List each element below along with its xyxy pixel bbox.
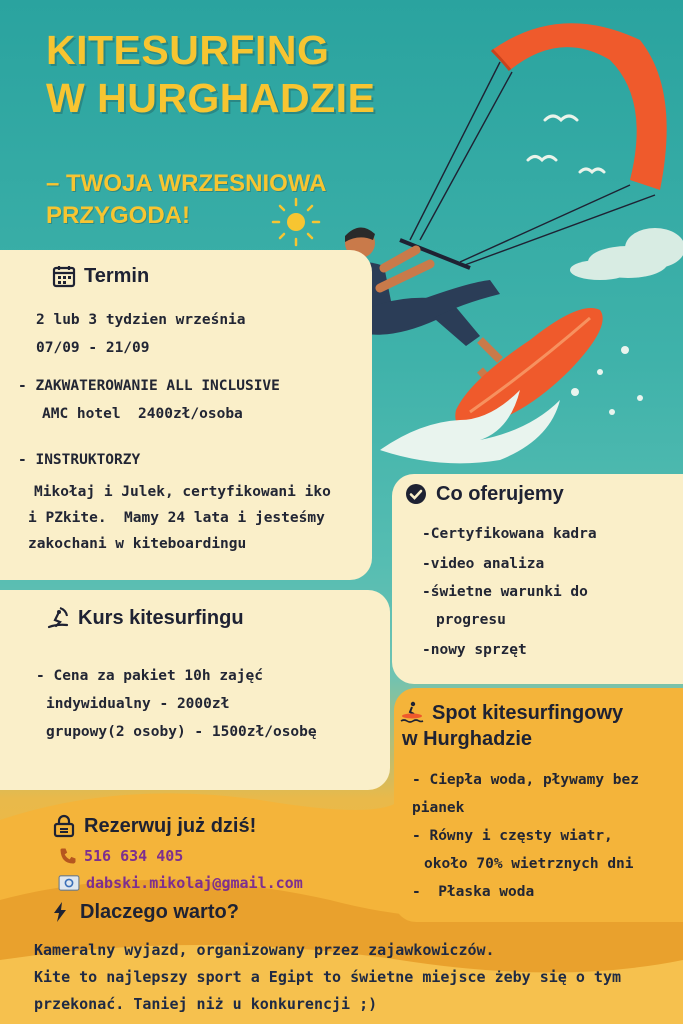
kitesurfer-icon — [46, 606, 70, 630]
offer-item: -nowy sprzęt — [422, 642, 527, 658]
spot-item: pianek — [412, 800, 465, 816]
phone-contact[interactable] — [58, 846, 183, 866]
offer-item: -Certyfikowana kadra — [422, 526, 597, 542]
calendar-icon — [52, 264, 76, 288]
instructors-line-3: zakochani w kiteboardingu — [28, 536, 247, 552]
poster-title — [46, 26, 375, 122]
subtitle-line-1: – TWOJA WRZESNIOWA — [46, 170, 327, 197]
cloud-illustration — [570, 228, 683, 280]
dlaczego-line-1: Kameralny wyjazd, organizowany przez zajawkowiczów. — [34, 941, 495, 959]
birds-illustration — [528, 116, 604, 172]
check-circle-icon — [404, 482, 428, 506]
poster-subtitle — [46, 168, 326, 232]
termin-dates-line-1: 2 lub 3 tydzien września — [36, 312, 246, 328]
phone-icon — [58, 846, 78, 866]
accommodation-heading: - ZAKWATEROWANIE ALL INCLUSIVE — [18, 378, 280, 394]
dlaczego-heading-label: Dlaczego warto? — [80, 900, 239, 923]
spot-heading-text — [402, 700, 624, 752]
spot-item: - Ciepła woda, pływamy bez — [412, 772, 639, 788]
title-line-2: W HURGHADZIE — [46, 75, 376, 121]
kurs-panel — [0, 590, 390, 790]
kurs-heading — [46, 606, 244, 630]
email-address[interactable]: dabski.mikolaj@gmail.com — [86, 874, 303, 892]
offer-item: -świetne warunki do — [422, 584, 588, 600]
kurs-price-line-1: - Cena za pakiet 10h zajęć — [36, 668, 263, 684]
email-contact[interactable] — [58, 874, 303, 892]
kite-illustration — [410, 23, 667, 266]
instructors-heading: - INSTRUKTORZY — [18, 452, 141, 468]
rezerwuj-heading — [52, 814, 256, 838]
termin-panel — [0, 250, 372, 580]
kurs-price-line-2: indywidualny - 2000zł — [46, 696, 230, 712]
spot-panel — [394, 688, 683, 922]
lightning-icon — [48, 900, 72, 924]
offer-item: progresu — [436, 612, 506, 628]
instructors-line-1: Mikołaj i Julek, certyfikowani iko — [34, 484, 331, 500]
spot-item: - Równy i częsty wiatr, — [412, 828, 613, 844]
oferujemy-heading-label: Co oferujemy — [436, 482, 564, 505]
spot-heading — [400, 700, 623, 752]
spot-heading-line-2: w Hurghadzie — [402, 728, 533, 750]
phone-number[interactable]: 516 634 405 — [84, 847, 184, 865]
accommodation-detail: AMC hotel 2400zł/osoba — [42, 406, 243, 422]
termin-heading-label: Termin — [84, 264, 150, 287]
dlaczego-line-3: przekonać. Taniej niż u konkurencji ;) — [34, 995, 378, 1013]
rezerwuj-heading-label: Rezerwuj już dziś! — [84, 814, 257, 837]
spot-item: około 70% wietrznych dni — [424, 856, 634, 872]
dlaczego-heading — [48, 900, 239, 924]
offer-item: -video analiza — [422, 556, 545, 572]
kurs-price-line-3: grupowy(2 osoby) - 1500zł/osobę — [46, 724, 317, 740]
email-icon — [58, 874, 80, 892]
oferujemy-heading — [404, 482, 564, 506]
kurs-heading-label: Kurs kitesurfingu — [78, 606, 244, 629]
termin-heading — [52, 264, 149, 288]
lock-icon — [52, 814, 76, 838]
spot-item: - Płaska woda — [412, 884, 535, 900]
instructors-line-2: i PZkite. Mamy 24 lata i jesteśmy — [28, 510, 325, 526]
termin-dates-line-2: 07/09 - 21/09 — [36, 340, 150, 356]
kiteboard-illustration — [455, 308, 602, 428]
dlaczego-line-2: Kite to najlepszy sport a Egipt to świetne miejsce żeby się o tym — [34, 968, 621, 986]
spot-heading-line-1: Spot kitesurfingowy — [432, 702, 624, 724]
oferujemy-panel — [392, 474, 683, 684]
subtitle-line-2: PRZYGODA! — [46, 202, 190, 229]
title-line-1: KITESURFING — [46, 27, 330, 73]
surfboard-icon — [400, 700, 424, 724]
